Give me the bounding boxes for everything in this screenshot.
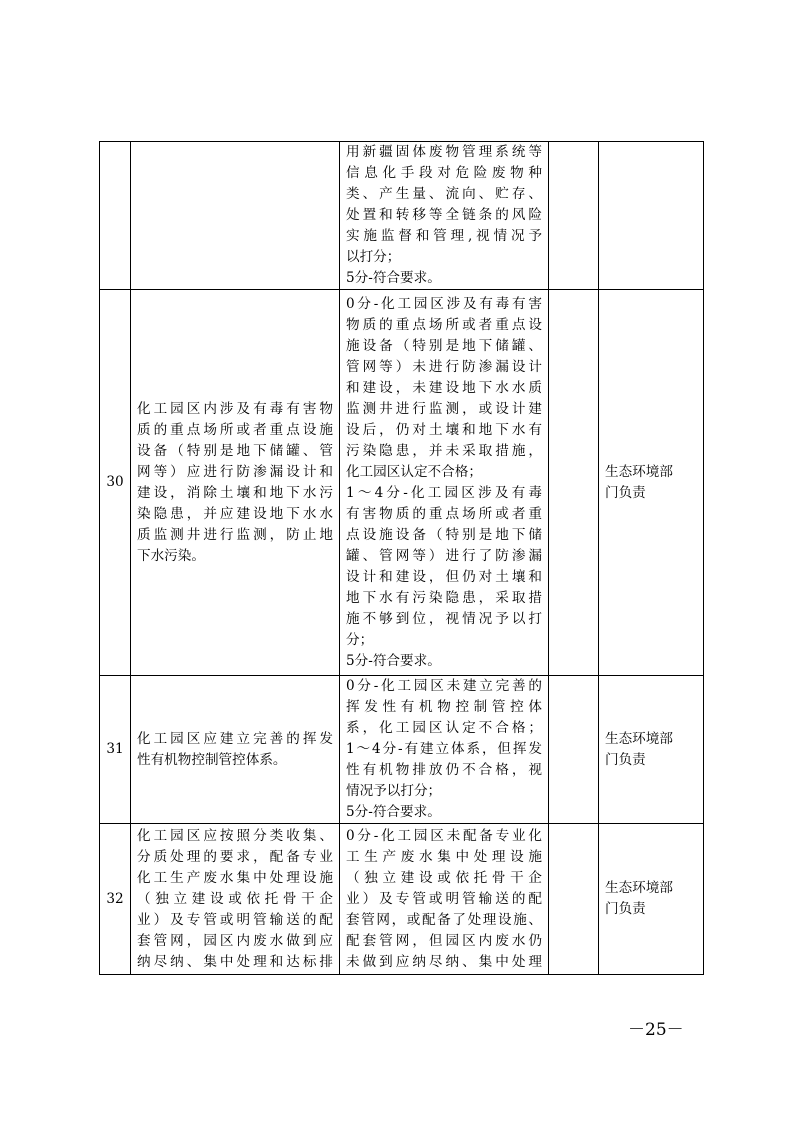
- criteria-cell: 0分-化工园区未配备专业化 工生产废水集中处理设施 （独立建设或依托骨干企 业）及专管或明管输送的配 套管网，或配备了处理设施、 配套管网，但园区内废水仍 未做到应纳尽纳、集中处理: [340, 824, 549, 975]
- dept-cell: 生态环境部 门负责: [599, 290, 704, 676]
- blank-cell: [549, 676, 599, 824]
- table-row: [100, 142, 704, 290]
- row-number: 32: [100, 824, 131, 975]
- dept-cell: [599, 142, 704, 290]
- requirement-cell: [131, 142, 340, 290]
- criteria-cell: 0分-化工园区涉及有毒有害 物质的重点场所或者重点设 施设备（特别是地下储罐、 管网等）未进行防渗漏设计 和建设，未建设地下水水质 监测井进行监测，或设计建 设后，仍对土壤和地下水有 污染隐患，并未采取措施， 化工园区认定不合格； 1～4分-化工园区涉及有毒 有害物质的重点场所或者重 点设施设备（特别是地下储 罐、管网等）进行了防渗漏 设计和建设，但仍对土壤和 地下水有污染隐患，采取措 施不够到位，视情况予以打 分； 5分-符合要求。: [340, 290, 549, 676]
- row-number: [100, 142, 131, 290]
- blank-cell: [549, 142, 599, 290]
- blank-cell: [549, 290, 599, 676]
- dept-cell: 生态环境部 门负责: [599, 676, 704, 824]
- row-number: 31: [100, 676, 131, 824]
- criteria-cell: 0分-化工园区未建立完善的 挥发性有机物控制管控体 系，化工园区认定不合格； 1～4分-有建立体系，但挥发 性有机物排放仍不合格，视 情况予以打分； 5分-符合要求。: [340, 676, 549, 824]
- page-number: －25－: [628, 1020, 684, 1040]
- blank-cell: [549, 824, 599, 975]
- criteria-cell: 用新疆固体废物管理系统等 信息化手段对危险废物种 类、产生量、流向、贮存、 处置和转移等全链条的风险 实施监督和管理,视情况予 以打分； 5分-符合要求。: [340, 142, 549, 290]
- requirement-cell: 化工园区内涉及有毒有害物 质的重点场所或者重点设施 设备（特别是地下储罐、管 网等）应进行防渗漏设计和 建设，消除土壤和地下水污 染隐患，并应建设地下水水 质监测井进行监测，防止地 下水污染。: [131, 290, 340, 676]
- table-row: [100, 290, 704, 676]
- row-number: 30: [100, 290, 131, 676]
- table-row: [100, 676, 704, 824]
- table-row: [100, 824, 704, 975]
- requirement-cell: 化工园区应按照分类收集、 分质处理的要求，配备专业 化工生产废水集中处理设施 （独立建设或依托骨干企 业）及专管或明管输送的配 套管网，园区内废水做到应 纳尽纳、集中处理和达标排: [131, 824, 340, 975]
- dept-cell: 生态环境部 门负责: [599, 824, 704, 975]
- assessment-table: [99, 141, 704, 975]
- requirement-cell: 化工园区应建立完善的挥发 性有机物控制管控体系。: [131, 676, 340, 824]
